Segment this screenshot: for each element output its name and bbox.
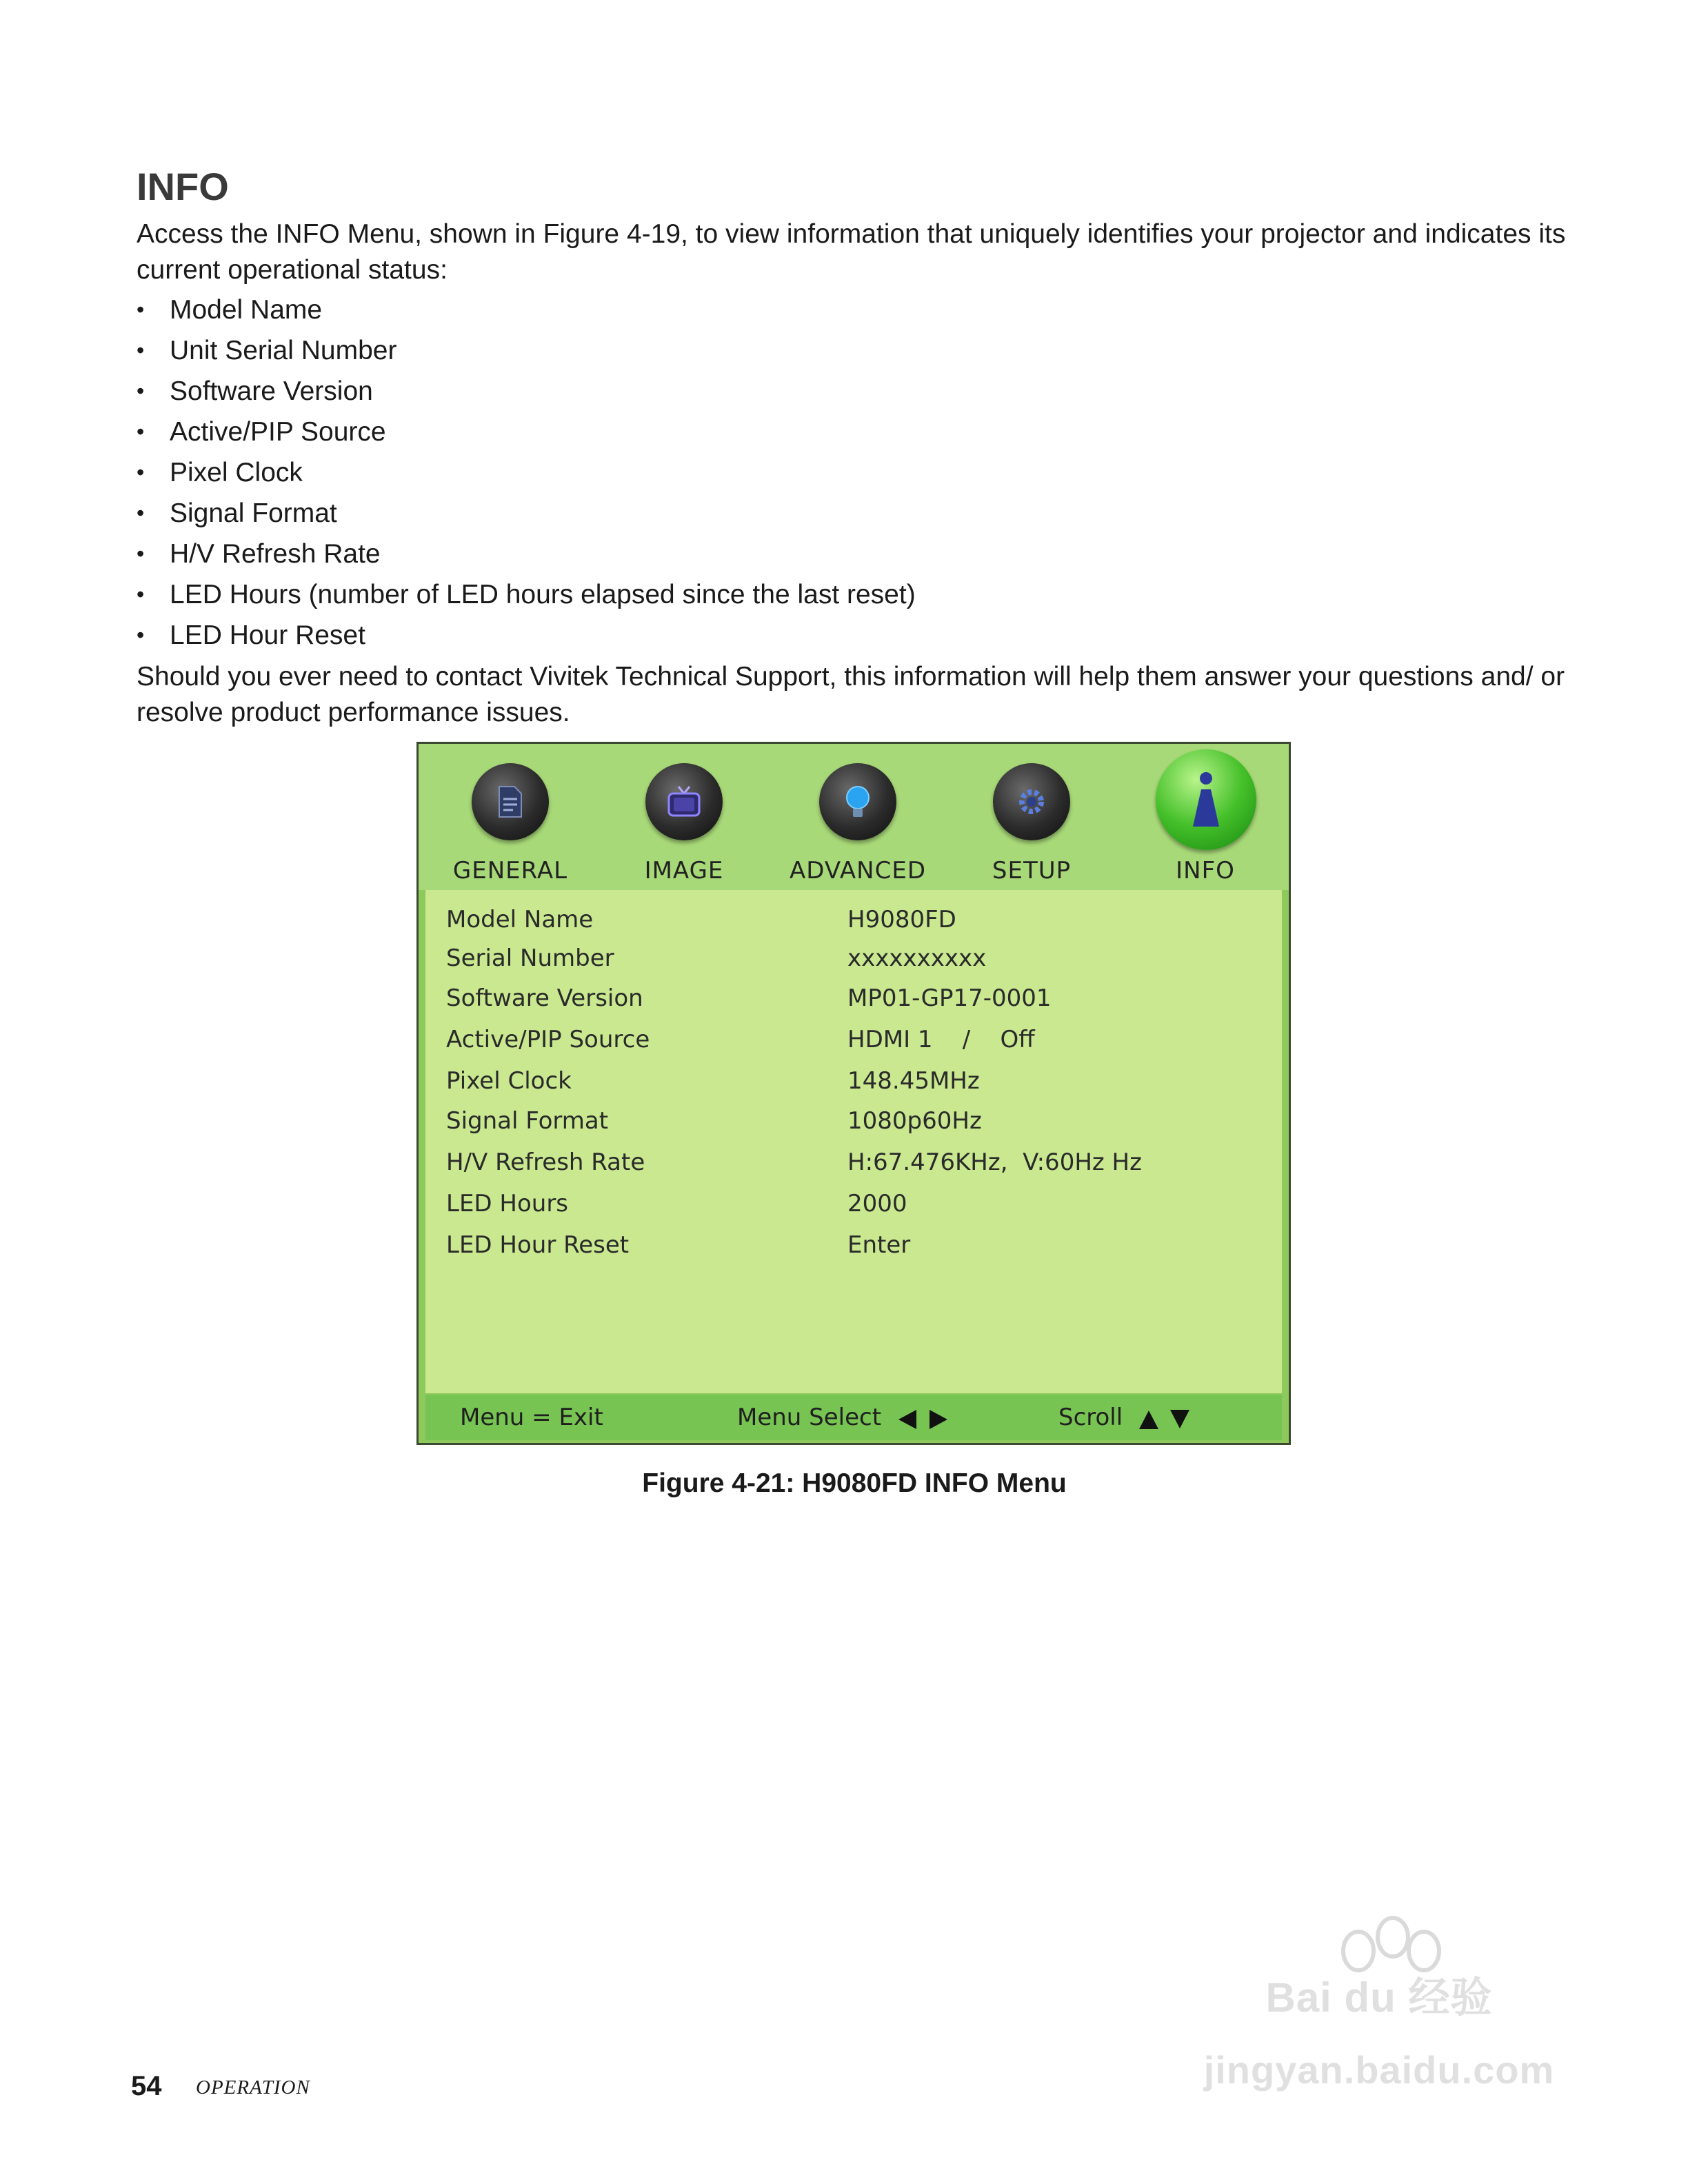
support-paragraph: Should you ever need to contact Vivitek Technical Support, this information will help them answer your questions and/ or resolve product performance issues.: [137, 662, 1565, 727]
tab-label: GENERAL: [452, 857, 568, 884]
row-value: H:67.476KHz, V:60Hz Hz: [847, 1149, 1142, 1176]
row-label: Active/PIP Source: [446, 1026, 650, 1053]
watermark-brand: Bai du 经验: [1265, 1974, 1493, 2021]
baidu-watermark: [1179, 1910, 1579, 2103]
tab-label: SETUP: [992, 857, 1072, 884]
list-item: • H/V Refresh Rate: [137, 534, 916, 574]
info-icon: [1156, 749, 1256, 850]
lightbulb-icon: [819, 763, 896, 840]
row-label: Software Version: [446, 984, 643, 1012]
arrow-left-icon: [896, 1408, 919, 1431]
section-name: OPERATION: [196, 2076, 310, 2099]
intro-paragraph: Access the INFO Menu, shown in Figure 4-19, to view information that uniquely identifies your projector and indicates its current operational status:: [137, 219, 1566, 285]
tab-info[interactable]: [1126, 744, 1285, 890]
info-row-hv-refresh-rate: [425, 1142, 1282, 1182]
tab-label: ADVANCED: [789, 857, 927, 884]
tab-label: IMAGE: [644, 857, 724, 884]
info-row-software-version: [425, 978, 1282, 1018]
tab-image[interactable]: [605, 744, 763, 890]
info-row-led-hours: [425, 1184, 1282, 1224]
tab-advanced[interactable]: [778, 744, 937, 890]
list-item: • LED Hour Reset: [137, 615, 916, 656]
row-label: Serial Number: [446, 944, 614, 972]
led-hour-reset-enter[interactable]: Enter: [847, 1231, 911, 1259]
row-value: H9080FD: [847, 906, 956, 933]
row-value: 1080p60Hz: [847, 1107, 982, 1135]
list-item: • Pixel Clock: [137, 452, 916, 493]
list-item: • LED Hours (number of LED hours elapsed since the last reset): [137, 574, 916, 615]
tab-label: INFO: [1176, 857, 1235, 884]
row-label: LED Hour Reset: [446, 1231, 630, 1259]
arrow-down-icon: [1168, 1408, 1192, 1431]
info-row-model-name: [425, 900, 1282, 940]
info-menu-figure: [416, 742, 1291, 1445]
row-label: Signal Format: [446, 1107, 609, 1135]
menu-exit-hint: Menu = Exit: [460, 1404, 603, 1431]
tab-general[interactable]: [431, 744, 590, 890]
row-value: 2000: [847, 1190, 907, 1217]
info-row-active-pip-source: [425, 1020, 1282, 1060]
list-item: • Software Version: [137, 371, 916, 412]
tab-setup[interactable]: [952, 744, 1111, 890]
watermark-url: jingyan.baidu.com: [1203, 2048, 1555, 2092]
page-heading: INFO: [137, 165, 229, 208]
info-panel: [425, 890, 1282, 1393]
row-label: Model Name: [446, 906, 594, 933]
menu-footer: [425, 1395, 1282, 1440]
document-icon: [472, 763, 549, 840]
page-number: 54: [131, 2071, 162, 2101]
scroll-hint: [1058, 1395, 1192, 1442]
tv-icon: [645, 763, 723, 840]
info-row-pixel-clock: [425, 1061, 1282, 1101]
row-value: 148.45MHz: [847, 1067, 980, 1095]
arrow-right-icon: [927, 1408, 950, 1431]
row-label: Pixel Clock: [446, 1067, 572, 1095]
list-item: • Model Name: [137, 290, 916, 330]
list-item: • Unit Serial Number: [137, 330, 916, 371]
info-items-list: [137, 290, 916, 656]
row-value: HDMI 1 / Off: [847, 1026, 1035, 1053]
row-value: xxxxxxxxxx: [847, 944, 987, 972]
list-item: • Active/PIP Source: [137, 412, 916, 452]
figure-caption: Figure 4-21: H9080FD INFO Menu: [642, 1468, 1067, 1498]
info-row-serial-number: [425, 938, 1282, 978]
row-value: MP01-GP17-0001: [847, 984, 1052, 1012]
info-row-led-hour-reset[interactable]: [425, 1225, 1282, 1265]
row-label: LED Hours: [446, 1190, 569, 1217]
scroll-label: Scroll: [1058, 1404, 1123, 1431]
menu-select-hint: [737, 1395, 950, 1442]
menu-tab-bar: [419, 744, 1289, 890]
menu-select-label: Menu Select: [737, 1404, 882, 1431]
list-item: • Signal Format: [137, 493, 916, 534]
row-label: H/V Refresh Rate: [446, 1149, 645, 1176]
info-row-signal-format: [425, 1101, 1282, 1141]
arrow-up-icon: [1137, 1408, 1160, 1431]
gear-icon: [993, 763, 1070, 840]
